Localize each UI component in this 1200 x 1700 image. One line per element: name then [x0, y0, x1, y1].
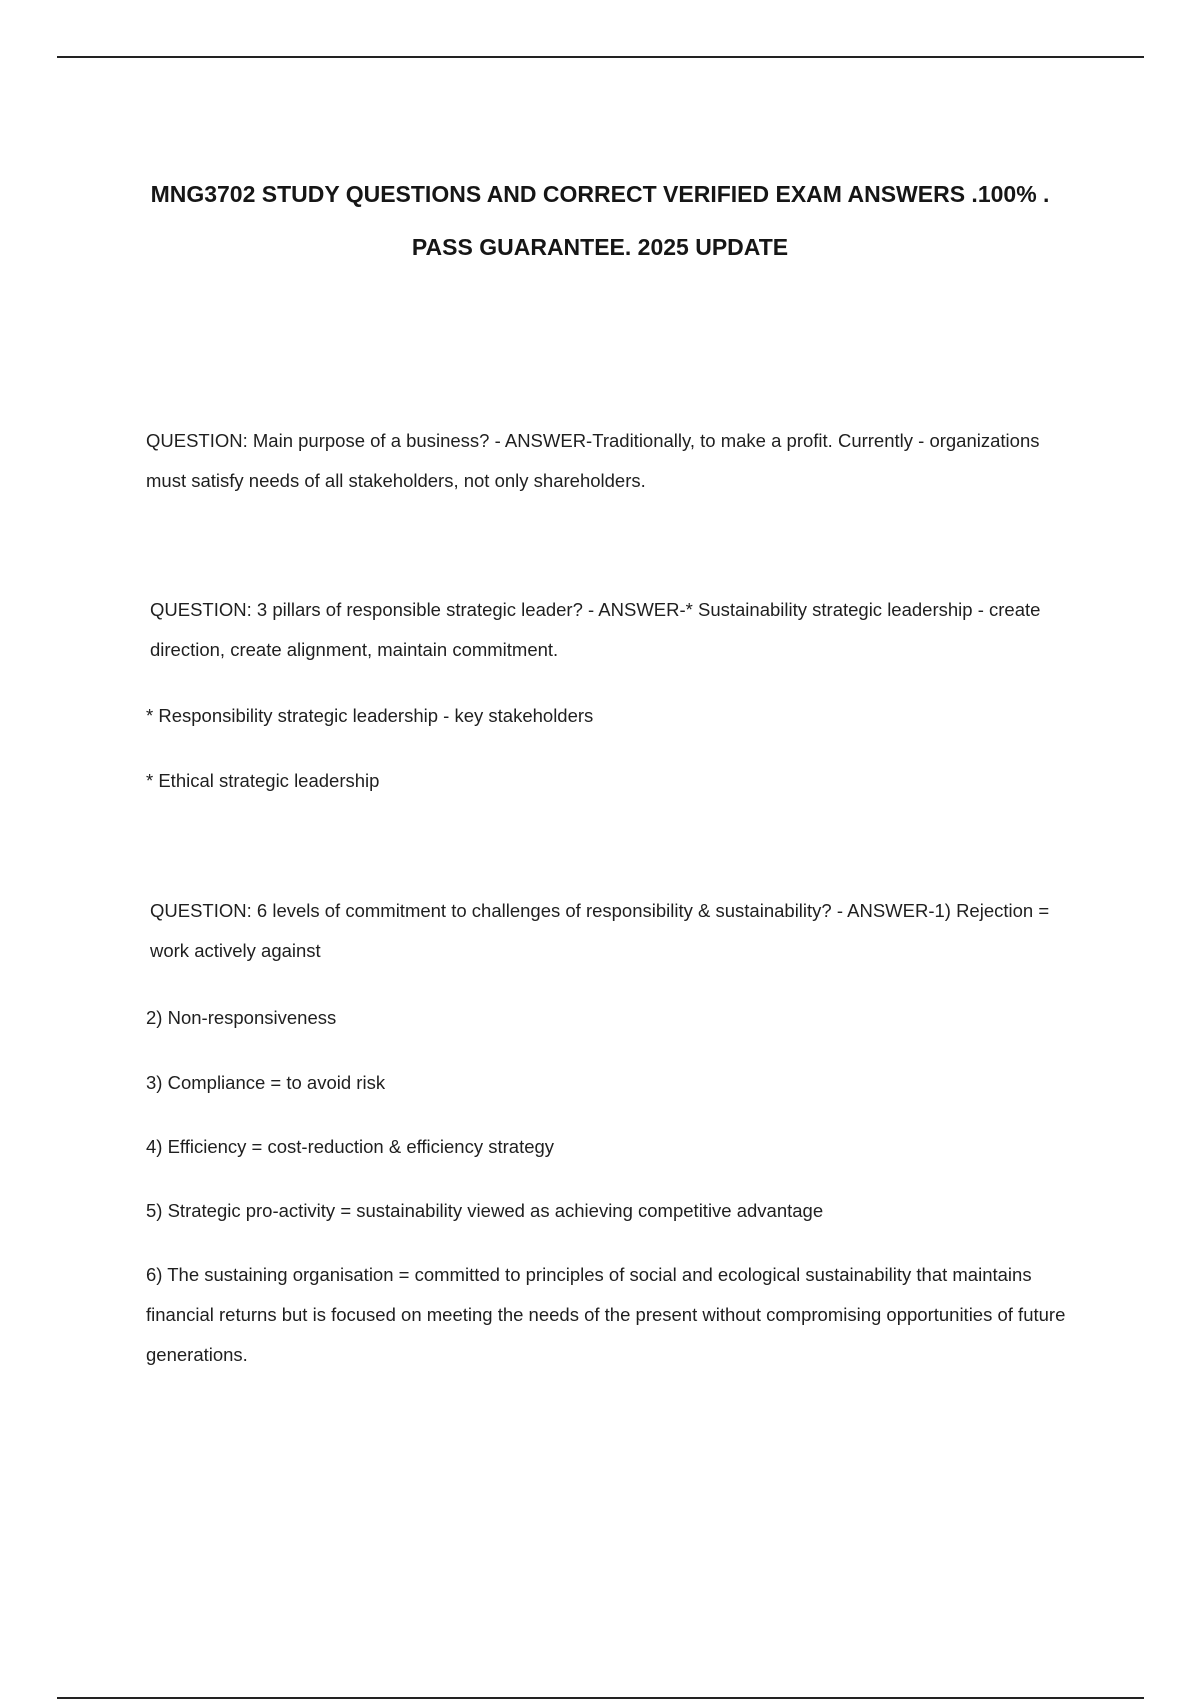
question-1: QUESTION: Main purpose of a business? - ANSWER-Traditionally, to make a profit. Currently - organizations must satisfy needs of all stakeholders, not only shareholders. — [146, 430, 1040, 491]
question-2-bullet-1: * Responsibility strategic leadership - key stakeholders — [146, 705, 594, 726]
question-3-item-6: 6) The sustaining organisation = committed to principles of social and ecological sustainability that maintains financial returns but is focused on meeting the needs of the present without compromising opportunities of future generations. — [146, 1264, 1066, 1365]
question-3-item-5: 5) Strategic pro-activity = sustainability viewed as achieving competitive advantage — [146, 1200, 824, 1221]
title-line-1: MNG3702 STUDY QUESTIONS AND CORRECT VERIFIED EXAM ANSWERS .100% . — [150, 181, 1050, 207]
top-rule — [57, 56, 1144, 58]
question-2: QUESTION: 3 pillars of responsible strategic leader? - ANSWER-* Sustainability strategic leadership - create direction, create alignment, maintain commitment. — [150, 599, 1041, 660]
bottom-rule — [57, 1697, 1144, 1699]
question-3-item-2: 2) Non-responsiveness — [146, 1007, 337, 1028]
question-3-item-4: 4) Efficiency = cost-reduction & efficiency strategy — [146, 1136, 555, 1157]
question-3: QUESTION: 6 levels of commitment to challenges of responsibility & sustainability? - ANSWER-1) Rejection = work actively against — [150, 900, 1050, 961]
document-title — [0, 168, 1200, 274]
question-3-item-3: 3) Compliance = to avoid risk — [146, 1072, 386, 1093]
question-2-bullet-2: * Ethical strategic leadership — [146, 770, 380, 791]
title-line-2: PASS GUARANTEE. 2025 UPDATE — [411, 234, 789, 260]
